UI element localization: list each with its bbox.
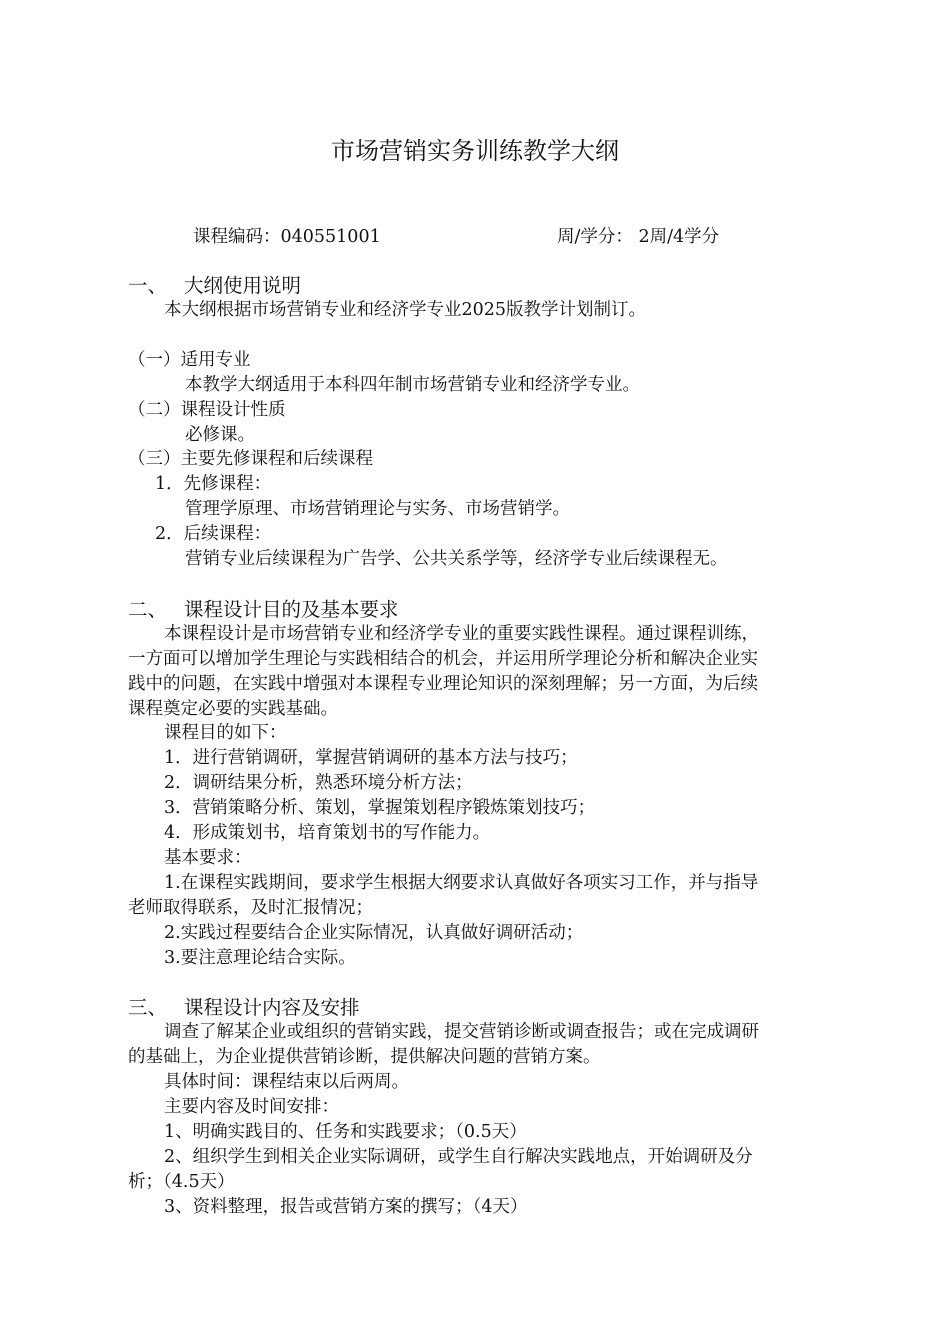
document-title: 市场营销实务训练教学大纲 (331, 137, 619, 165)
course-code: 课程编码：040551001 (193, 227, 381, 247)
section-3-para-line: 调查了解某企业或组织的营销实践，提交营销诊断或调查报告；或在完成调研 (164, 1022, 759, 1042)
requirement-item-cont: 老师取得联系，及时汇报情况； (128, 898, 373, 918)
content-item: 3、资料整理，报告或营销方案的撰写；（4天） (164, 1197, 528, 1217)
section-3-heading (128, 995, 360, 1021)
content-item: 1、明确实践目的、任务和实践要求；（0.5天） (164, 1122, 527, 1142)
subsection-1-text: 本教学大纲适用于本科四年制市场营销专业和经济学专业。 (185, 375, 640, 395)
followup-label: 2．后续课程： (155, 524, 272, 544)
section-3-para-line: 的基础上，为企业提供营销诊断，提供解决问题的营销方案。 (128, 1047, 601, 1067)
prerequisite-text: 管理学原理、市场营销理论与实务、市场营销学。 (185, 499, 570, 519)
section-2-title: 课程设计目的及基本要求 (184, 598, 399, 621)
prerequisite-label: 1．先修课程： (155, 474, 272, 494)
section-2-para-line: 践中的问题，在实践中增强对本课程专业理论知识的深刻理解；另一方面，为后续 (128, 674, 758, 694)
goal-item: 2．调研结果分析，熟悉环境分析方法； (164, 773, 473, 793)
section-1-heading (128, 273, 301, 299)
section-2-heading (128, 597, 399, 623)
section-2-number: 二、 (128, 598, 168, 621)
goals-label: 课程目的如下： (164, 723, 287, 743)
section-2-para-line: 课程奠定必要的实践基础。 (128, 699, 338, 719)
subsection-3-heading: （三）主要先修课程和后续课程 (128, 449, 373, 469)
goal-item: 1．进行营销调研，掌握营销调研的基本方法与技巧； (164, 748, 578, 768)
followup-text: 营销专业后续课程为广告学、公共关系学等，经济学专业后续课程无。 (185, 549, 728, 569)
requirements-label: 基本要求： (164, 848, 252, 868)
requirement-item: 3.要注意理论结合实际。 (164, 948, 356, 968)
section-3-title: 课程设计内容及安排 (184, 996, 360, 1019)
content-item-cont: 析；（4.5天） (128, 1172, 235, 1192)
requirement-item: 2.实践过程要结合企业实际情况，认真做好调研活动； (164, 923, 584, 943)
section-2-para-line: 本课程设计是市场营销专业和经济学专业的重要实践性课程。通过课程训练， (164, 624, 759, 644)
section-2-para-line: 一方面可以增加学生理论与实践相结合的机会，并运用所学理论分析和解决企业实 (128, 649, 758, 669)
content-label: 主要内容及时间安排： (164, 1097, 339, 1117)
section-1-intro: 本大纲根据市场营销专业和经济学专业2025版教学计划制订。 (164, 300, 647, 320)
subsection-2-heading: （二）课程设计性质 (128, 400, 286, 420)
goal-item: 4．形成策划书，培育策划书的写作能力。 (164, 823, 491, 843)
schedule-time: 具体时间：课程结束以后两周。 (164, 1072, 409, 1092)
subsection-2-text: 必修课。 (185, 425, 255, 445)
requirement-item: 1.在课程实践期间，要求学生根据大纲要求认真做好各项实习工作，并与指导 (164, 873, 759, 893)
goal-item: 3．营销策略分析、策划，掌握策划程序锻炼策划技巧； (164, 798, 596, 818)
section-1-number: 一、 (128, 274, 168, 297)
section-3-number: 三、 (128, 996, 168, 1019)
section-1-title: 大纲使用说明 (184, 274, 302, 297)
subsection-1-heading: （一）适用专业 (128, 350, 251, 370)
content-item: 2、组织学生到相关企业实际调研，或学生自行解决实践地点，开始调研及分 (164, 1147, 753, 1167)
weeks-credits: 周/学分： 2周/4学分 (557, 227, 720, 247)
